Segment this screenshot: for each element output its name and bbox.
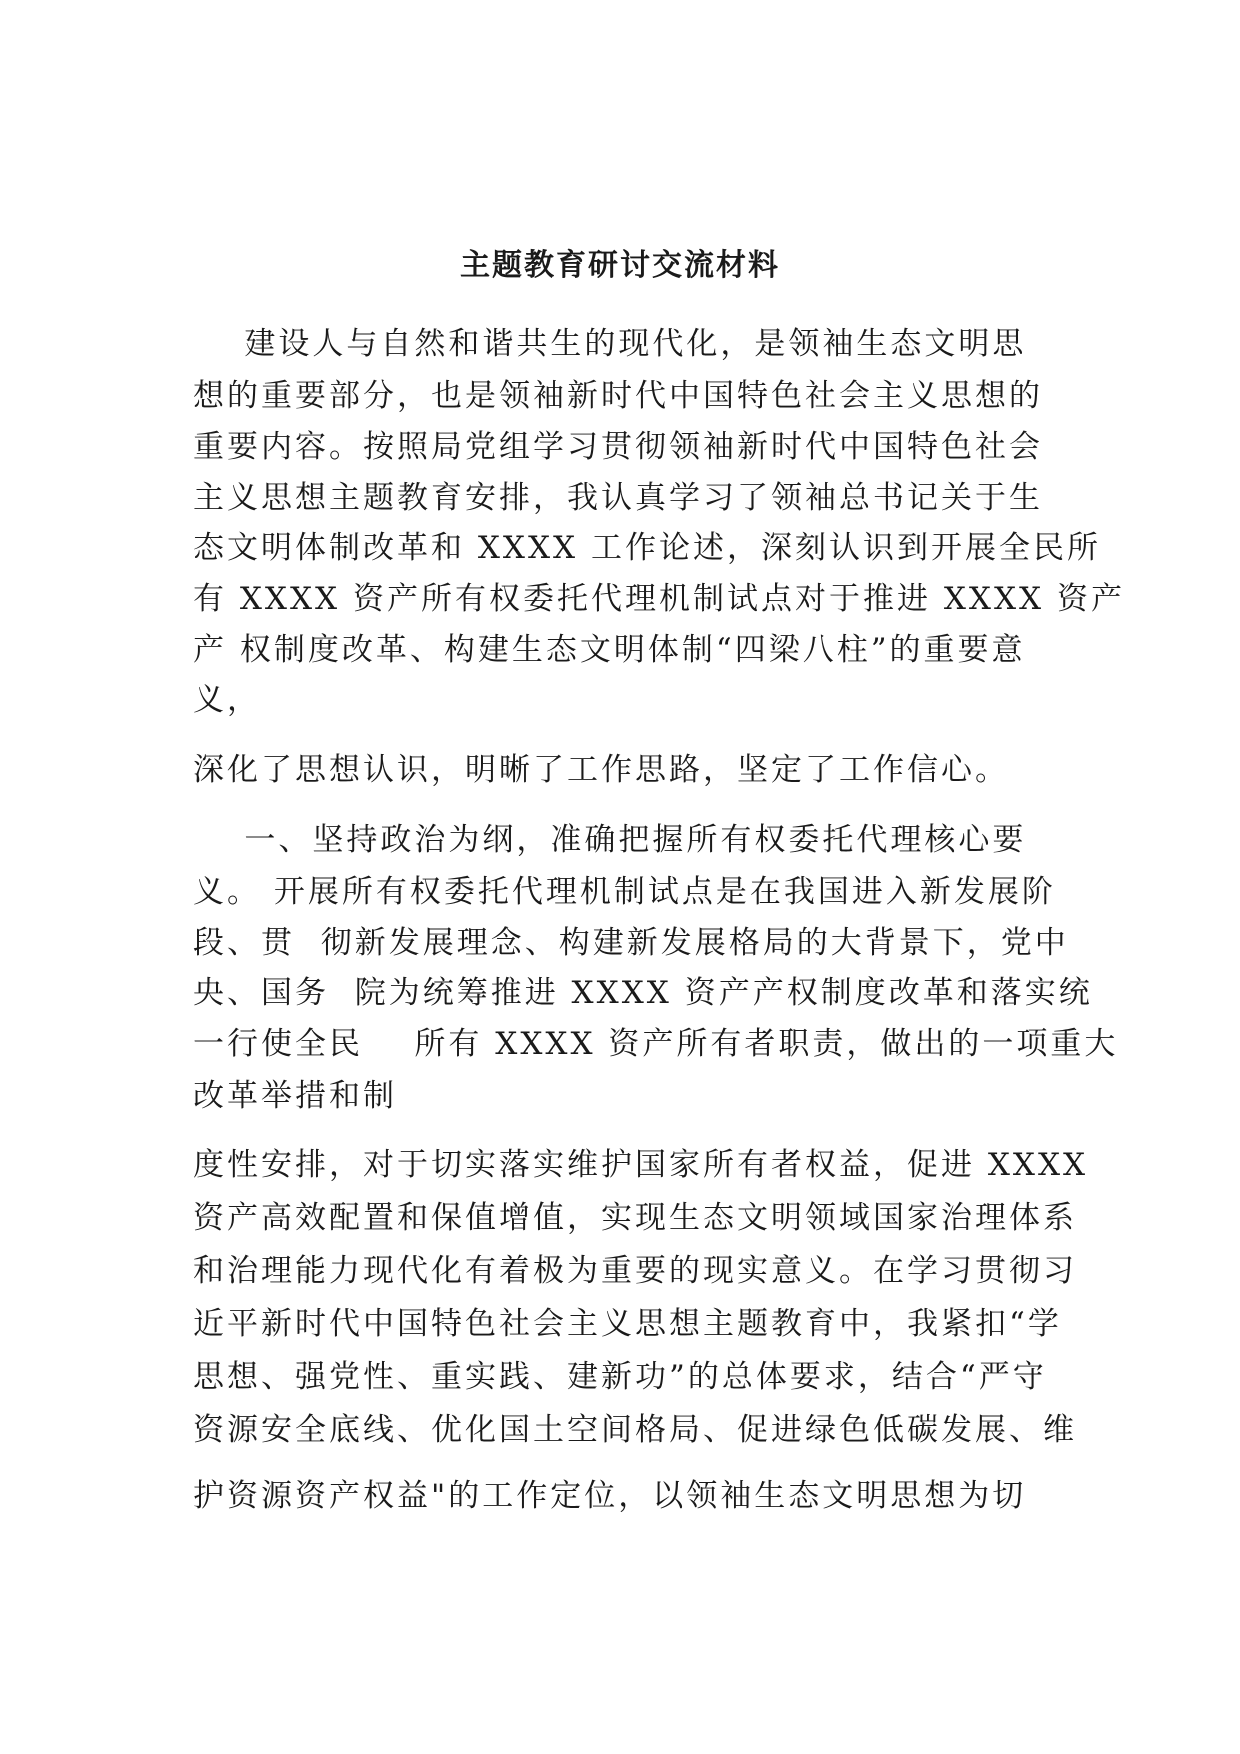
body-line: 近平新时代中国特色社会主义思想主题教育中，我紧扣“学 xyxy=(193,1306,1062,1342)
body-line: 一、坚持政治为纲，准确把握所有权委托代理核心要 xyxy=(193,822,1027,858)
body-line: 产 权制度改革、构建生态文明体制“四梁八柱”的重要意 xyxy=(193,632,1026,668)
body-line: 义， xyxy=(193,682,261,718)
body-line: 主义思想主题教育安排，我认真学习了领袖总书记关于生 xyxy=(193,480,1043,516)
body-line: 建设人与自然和谐共生的现代化，是领袖生态文明思 xyxy=(193,326,1027,362)
body-line: 资源安全底线、优化国土空间格局、促进绿色低碳发展、维 xyxy=(193,1412,1077,1448)
body-line: 和治理能力现代化有着极为重要的现实意义。在学习贯彻习 xyxy=(193,1253,1077,1289)
body-line: 资产高效配置和保值增值，实现生态文明领域国家治理体系 xyxy=(193,1200,1077,1236)
body-line: 想的重要部分，也是领袖新时代中国特色社会主义思想的 xyxy=(193,378,1043,414)
body-line: 改革举措和制 xyxy=(193,1078,397,1114)
body-line: 段、贯 彻新发展理念、构建新发展格局的大背景下，党中 xyxy=(193,925,1069,961)
body-line: 思想、强党性、重实践、建新功”的总体要求，结合“严守 xyxy=(193,1359,1047,1395)
document-title: 主题教育研讨交流材料 xyxy=(460,248,780,283)
body-line: 央、国务 院为统筹推进 XXXX 资产产权制度改革和落实统 xyxy=(193,975,1093,1011)
body-line: 度性安排，对于切实落实维护国家所有者权益，促进 XXXX xyxy=(193,1147,1089,1183)
body-line: 有 XXXX 资产所有权委托代理机制试点对于推进 XXXX 资产 xyxy=(193,581,1125,617)
body-line: 重要内容。按照局党组学习贯彻领袖新时代中国特色社会 xyxy=(193,429,1043,465)
body-line: 护资源资产权益"的工作定位，以领袖生态文明思想为切 xyxy=(193,1478,1027,1514)
body-line: 深化了思想认识，明晰了工作思路，坚定了工作信心。 xyxy=(193,752,1009,788)
body-line: 态文明体制改革和 XXXX 工作论述，深刻认识到开展全民所 xyxy=(193,530,1101,566)
body-line: 义。 开展所有权委托代理机制试点是在我国进入新发展阶 xyxy=(193,874,1056,910)
body-line: 一行使全民 所有 XXXX 资产所有者职责，做出的一项重大 xyxy=(193,1026,1119,1062)
